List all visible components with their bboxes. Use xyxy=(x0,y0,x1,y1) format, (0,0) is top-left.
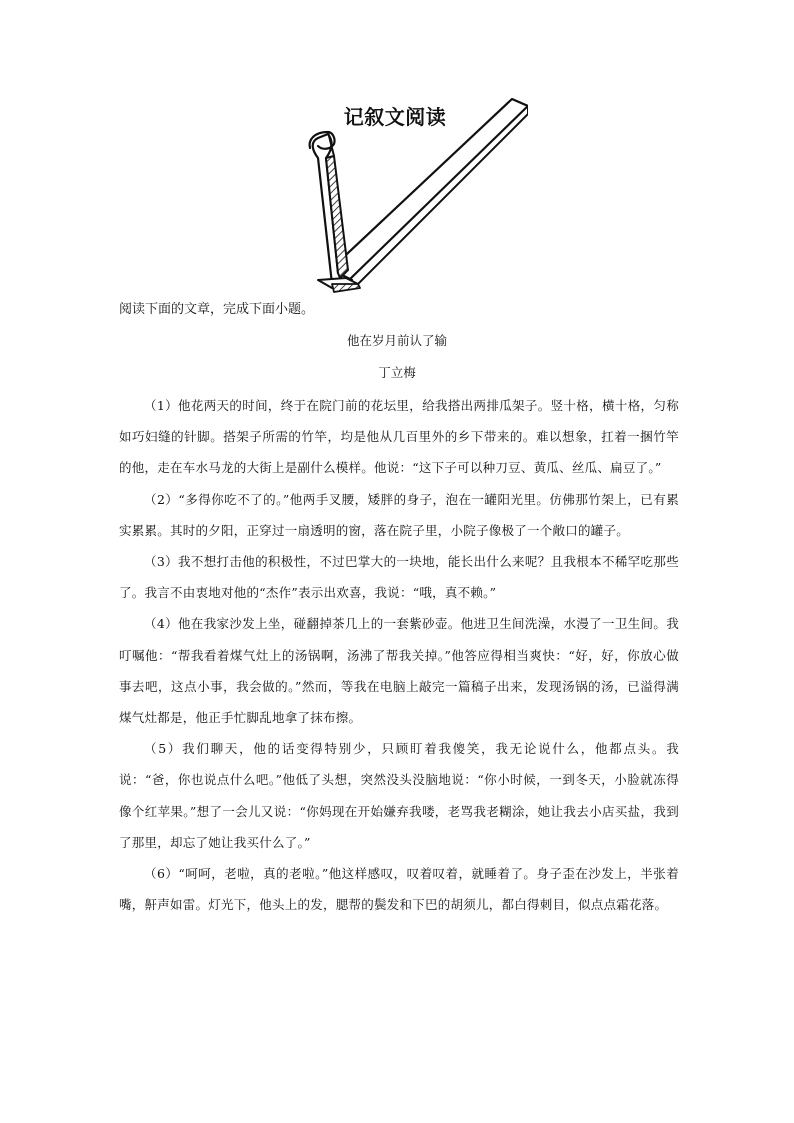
reading-instruction: 阅读下面的文章，完成下面小题。 xyxy=(119,302,315,317)
document-title: 记叙文阅读 xyxy=(343,105,447,129)
paragraph-4: （4）他在我家沙发上坐，碰翻掉茶几上的一套紫砂壶。他进卫生间洗澡，水漫了一卫生间。我叮嘱他：“帮我看着煤气灶上的汤锅啊，汤沸了帮我关掉。”他答应得相当爽快：“好，好，你放心做事去吧，这点小事，我会做的。”然而，等我在电脑上敲完一篇稿子出来，发现汤锅的汤，已溢得满煤气灶都是，他正手忙脚乱地拿了抹布擦。 xyxy=(119,616,679,726)
article-body xyxy=(119,390,679,920)
paragraph-6: （6）“呵呵，老啦，真的老啦。”他这样感叹，叹着叹着，就睡着了。身子歪在沙发上，半张着嘴，鼾声如雷。灯光下，他头上的发，腮帮的鬓发和下巴的胡须儿，都白得刺目，似点点霜花落。 xyxy=(119,866,679,913)
paragraph-2: （2）“多得你吃不了的。”他两手叉腰，矮胖的身子，泡在一罐阳光里。仿佛那竹架上，已有累实累累。其时的夕阳，正穿过一扇透明的窗，落在院子里，小院子像极了一个敞口的罐子。 xyxy=(119,491,679,538)
paragraph-3: （3）我不想打击他的积极性，不过巴掌大的一块地，能长出什么来呢？且我根本不稀罕吃那些了。我言不由衷地对他的“杰作”表示出欢喜，我说：“哦，真不赖。” xyxy=(119,554,679,601)
paragraph-5: （5）我们聊天，他的话变得特别少，只顾盯着我傻笑，我无论说什么，他都点头。我说：“爸，你也说点什么吧。”他低了头想，突然没头没脑地说：“你小时候，一到冬天，小脸就冻得像个红苹果。”想了一会儿又说：“你妈现在开始嫌弃我喽，老骂我老糊涂，她让我去小店买盐，我到了那里，却忘了她让我买什么了。” xyxy=(119,741,679,850)
article-author: 丁立梅 xyxy=(378,365,416,380)
article-title: 他在岁月前认了输 xyxy=(346,333,447,348)
paragraph-1: （1）他花两天的时间，终于在院门前的花坛里，给我搭出两排瓜架子。竖十格，横十格，匀称如巧妇缝的针脚。搭架子所需的竹竿，均是他从几百里外的乡下带来的。难以想象，扛着一捆竹竿的他，走在车水马龙的大街上是副什么模样。他说：“这下子可以种刀豆、黄瓜、丝瓜、扁豆了。” xyxy=(119,398,679,476)
